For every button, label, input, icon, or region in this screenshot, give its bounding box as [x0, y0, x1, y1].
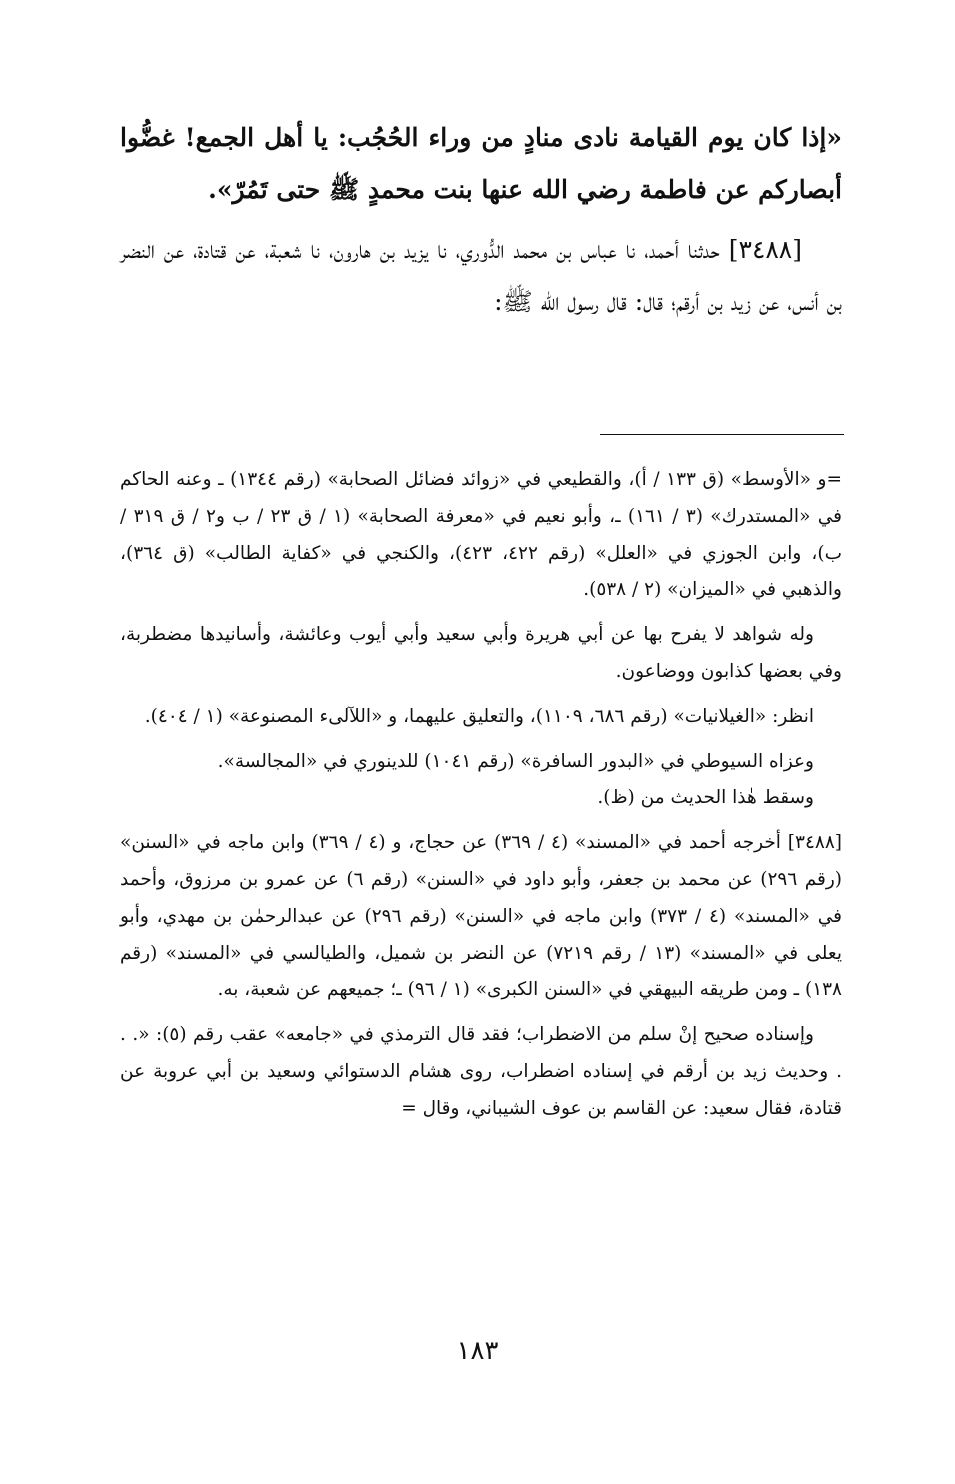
footnote-references: انظر: «الغيلانيات» (رقم ٦٨٦، ١١٠٩)، والتعليق عليهما، و «اللآلىء المصنوعة» (١ / ٤٠٤).	[144, 705, 814, 727]
isnad-paragraph	[120, 224, 842, 328]
hadith-number: [٣٤٨٨]	[728, 235, 802, 264]
footnote-takhrij: [٣٤٨٨] أخرجه أحمد في «المسند» (٤ / ٣٦٩) عن حجاج، و (٤ / ٣٦٩) وابن ماجه في «السنن» (رقم ٢٩٦) عن محمد بن جعفر، وأبو داود في «السنن» (رقم ٦) عن عمرو بن مرزوق، وأحمد في «المسند» (٤ / ٣٧٣) وابن ماجه في «السنن» (رقم ٢٩٦) عن عبدالرحمٰن بن مهدي، وأبو يعلى في «المسند» (١٣ / رقم ٧٢١٩) عن النضر بن شميل، والطيالسي في «المسند» (رقم ١٣٨) ـ ومن طريقه البيهقي في «السنن الكبرى» (١ / ٩٦) ـ؛ جميعهم عن شعبة، به.	[120, 832, 842, 1001]
isnad-text: حدثنا أحمد، نا عباس بن محمد الدُّوري، نا يزيد بن هارون، نا شعبة، عن قتادة، عن النضر بن أنس، عن زيد بن أرقم؛ قال: قال رسول الله ﷺ:	[120, 235, 842, 316]
footnote-suyuti: وعزاه السيوطي في «البدور السافرة» (رقم ١٠٤١) للدينوري في «المجالسة».	[217, 750, 814, 772]
hadith-quote: «إذا كان يوم القيامة نادى منادٍ من وراء الحُجُب: يا أهل الجمع! غضُّوا أبصاركم عن فاطمة رضي الله عنها بنت محمدٍ ﷺ حتى تَمُرّ».	[120, 123, 842, 204]
footnote-isnad-assessment: وإسناده صحيح إنْ سلم من الاضطراب؛ فقد قال الترمذي في «جامعه» عقب رقم (٥): «. . . وحديث زيد بن أرقم في إسناده اضطراب، روى هشام الدستوائي وسعيد بن أبي عروبة عن قتادة، فقال سعيد: عن القاسم بن عوف الشيباني، وقال =	[120, 1024, 842, 1119]
footnotes	[120, 462, 842, 1136]
page-number: ١٨٣	[456, 1336, 499, 1366]
main-text	[120, 112, 842, 328]
footnote-separator	[600, 434, 844, 435]
footnote-shawahid: وله شواهد لا يفرح بها عن أبي هريرة وأبي سعيد وأبي أيوب وعائشة، وأسانيدها مضطربة، وفي بعضها كذابون ووضاعون.	[120, 624, 842, 682]
footnote-continuation: =و «الأوسط» (ق ١٣٣ / أ)، والقطيعي في «زوائد فضائل الصحابة» (رقم ١٣٤٤) ـ وعنه الحاكم في «المستدرك» (٣ / ١٦١) ـ، وأبو نعيم في «معرفة الصحابة» (١ / ق ٢٣ / ب و٢ / ق ٣١٩ / ب)، وابن الجوزي في «العلل» (رقم ٤٢٢، ٤٢٣)، والكنجي في «كفاية الطالب» (ق ٣٦٤)، والذهبي في «الميزان» (٢ / ٥٣٨).	[120, 469, 842, 601]
footnote-missing-note: وسقط هٰذا الحديث من (ظ).	[597, 787, 814, 809]
